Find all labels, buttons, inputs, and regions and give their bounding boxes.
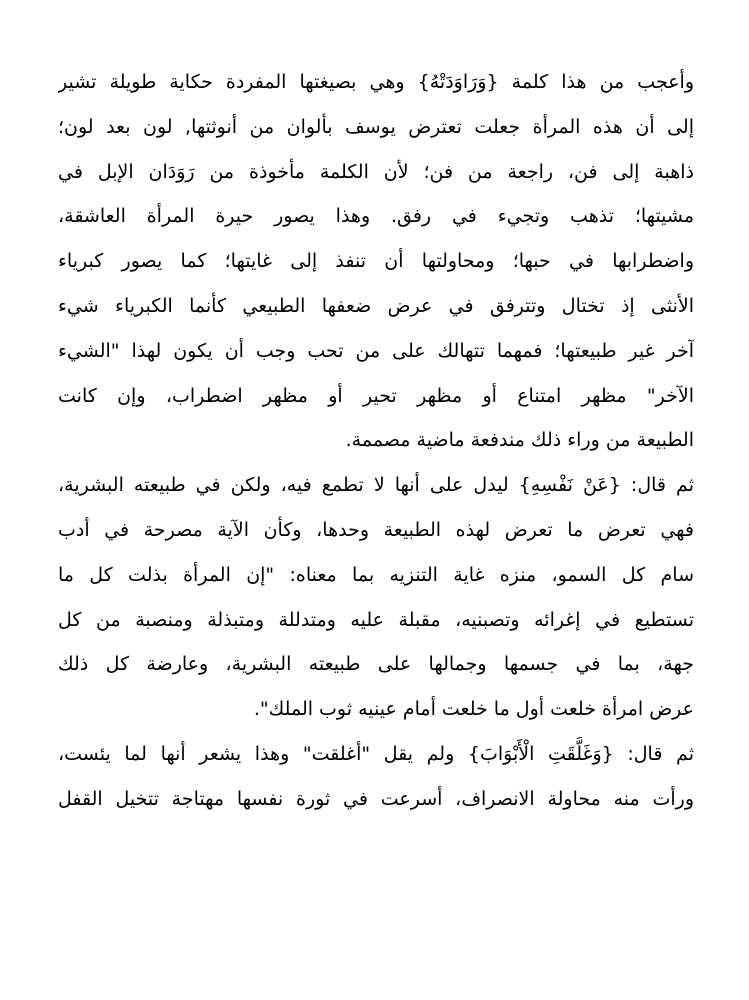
text-line: إلى أن هذه المرأة جعلت تعترض يوسف بألوان من أنوثتها, لون بعد لون؛	[58, 115, 694, 138]
text-line: جهة، بما في جسمها وجمالها على طبيعته البشرية، وعارضة كل ذلك	[58, 653, 694, 676]
text-line: الآخر" مظهر امتناع أو مظهر تحير أو مظهر اضطراب، وإن كانت	[58, 384, 694, 407]
text-line: ورأت منه محاولة الانصراف، أسرعت في ثورة نفسها مهتاجة تتخيل القفل	[58, 787, 694, 810]
text-line: ثم قال: {عَنْ نَفْسِهِ} ليدل على أنها لا تطمع فيه، ولكن في طبيعته البشرية،	[58, 474, 694, 497]
text-line: واضطرابها في حبها؛ ومحاولتها أن تنفذ إلى غايتها؛ كما يصور كبرياء	[58, 250, 694, 273]
text-line: عرض امرأة خلعت أول ما خلعت أمام عينيه ثوب الملك".	[253, 698, 694, 721]
text-line: ثم قال: {وَغَلَّقَتِ الْأَبْوَابَ} ولم يقل "أغلقت" وهذا يشعر أنها لما يئست،	[58, 742, 694, 765]
text-line: آخر غير طبيعتها؛ فمهما تتهالك على من تحب وجب أن يكون لهذا "الشيء	[58, 339, 694, 362]
text-line: مشيتها؛ تذهب وتجيء في رفق. وهذا يصور حيرة المرأة العاشقة،	[58, 205, 694, 228]
text-line: سام كل السمو، منزه غاية التنزيه بما معناه: "إن المرأة بذلت كل ما	[58, 563, 694, 586]
text-line: الطبيعة من وراء ذلك مندفعة ماضية مصممة.	[345, 429, 694, 452]
text-line: وأعجب من هذا كلمة {وَرَاوَدَتْهُ} وهي بصيغتها المفردة حكاية طويلة تشير	[58, 71, 694, 93]
text-line: ذاهبة إلى فن، راجعة من فن؛ لأن الكلمة مأخوذة من رَوَدَان الإبل في	[58, 160, 694, 183]
text-line: فهي تعرض ما تعرض لهذه الطبيعة وحدها، وكأن الآية مصرحة في أدب	[58, 518, 694, 541]
text-line: تستطيع في إغرائه وتصبنيه، مقبلة عليه ومتدللة ومتبذلة ومنصبة من كل	[58, 608, 694, 631]
text-line: الأنثى إذ تختال وتترفق في عرض ضعفها الطبيعي كأنما الكبرياء شيء	[58, 294, 694, 317]
document-page	[58, 60, 694, 822]
